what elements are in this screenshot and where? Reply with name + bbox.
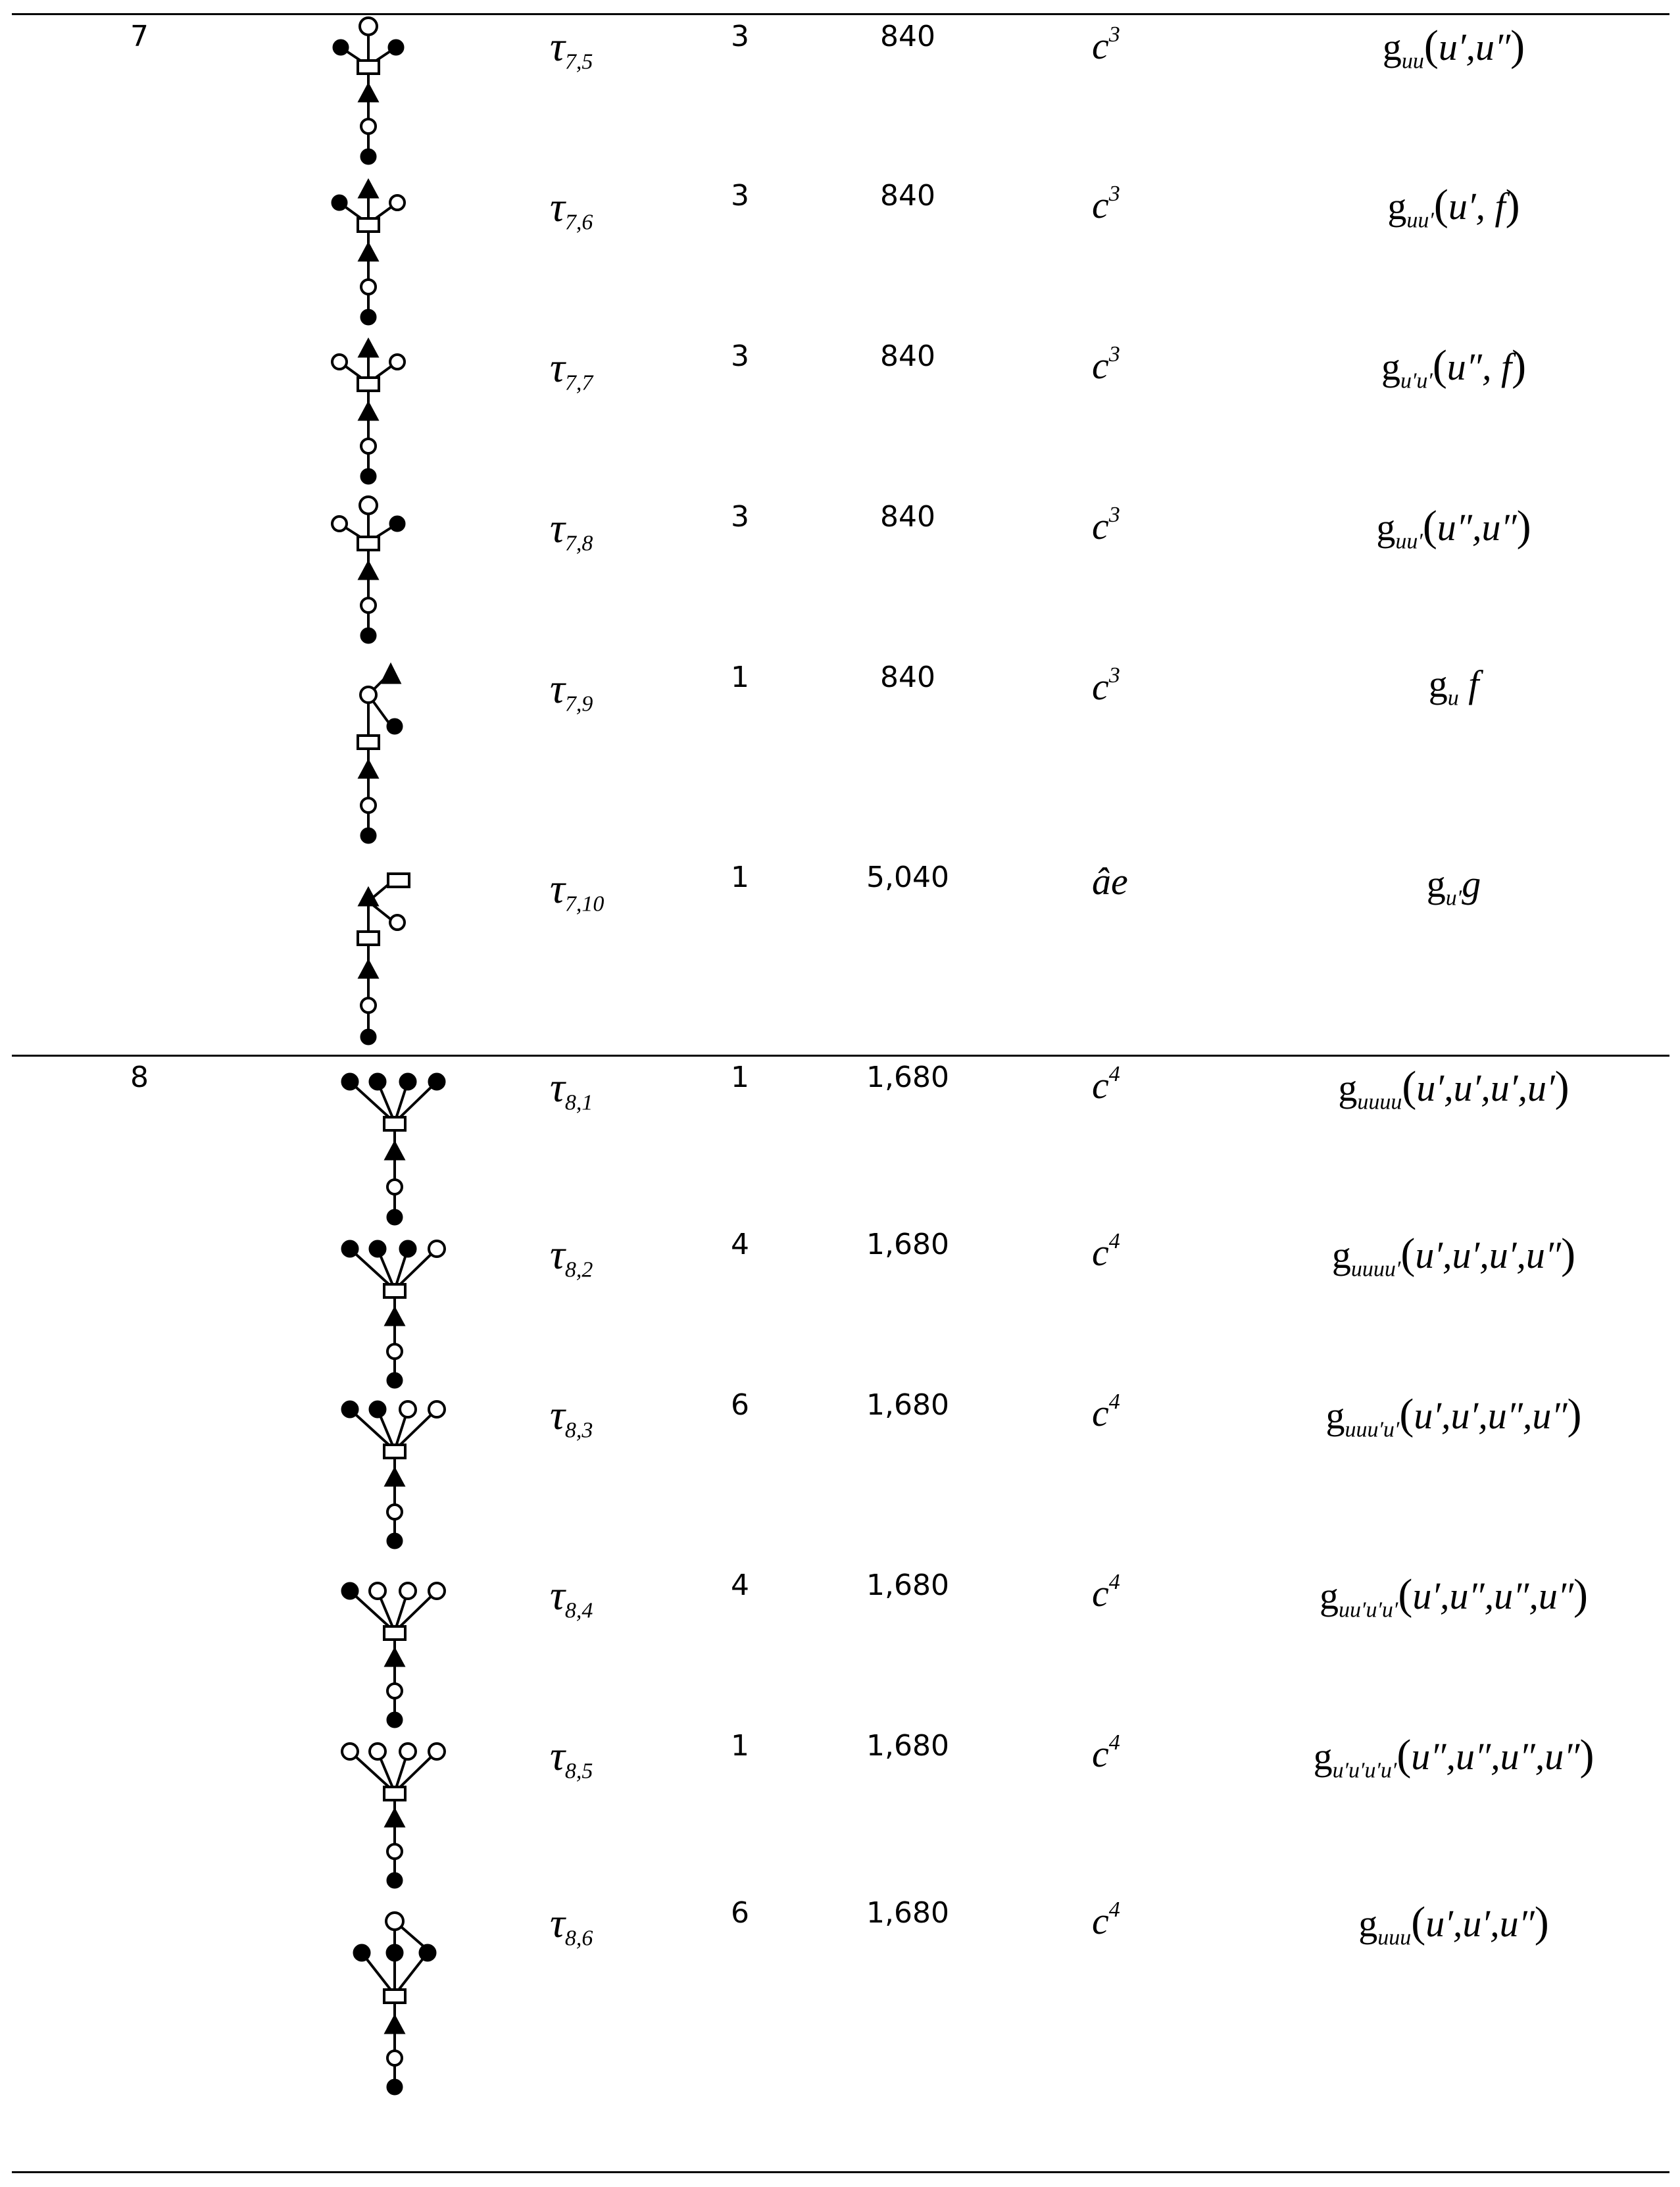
tree-label: $\tau_{8,3}$ bbox=[550, 1392, 593, 1443]
tree-label: $\tau_{8,1}$ bbox=[550, 1064, 593, 1115]
coefficient: $c^3$ bbox=[1092, 181, 1120, 226]
coefficient: $c^4$ bbox=[1092, 1389, 1120, 1434]
table-rule-bottom bbox=[12, 2171, 1669, 2173]
symmetry-value: 4 bbox=[731, 1569, 749, 1602]
coefficient: $c^4$ bbox=[1092, 1897, 1120, 1942]
table-rule-group-divider bbox=[12, 1055, 1669, 1057]
rooted-tree-diagram bbox=[316, 172, 421, 330]
symmetry-value: 1 bbox=[731, 1061, 749, 1094]
gamma-value: 1,680 bbox=[866, 1569, 949, 1602]
elementary-differential: $g_{uuuu'}(u',u',u',u'')$ bbox=[1331, 1230, 1576, 1282]
rooted-tree-diagram bbox=[322, 1905, 467, 2103]
tree-label: $\tau_{7,8}$ bbox=[550, 505, 593, 556]
coefficient: $c^3$ bbox=[1092, 502, 1120, 547]
rooted-tree-diagram bbox=[322, 1725, 467, 1896]
coefficient: $c^3$ bbox=[1092, 22, 1120, 67]
gamma-value: 1,680 bbox=[866, 1388, 949, 1422]
rooted-tree-diagram bbox=[322, 1224, 467, 1395]
gamma-value: 840 bbox=[880, 500, 935, 534]
gamma-value: 840 bbox=[880, 661, 935, 694]
symmetry-value: 4 bbox=[731, 1228, 749, 1261]
symmetry-value: 1 bbox=[731, 1729, 749, 1763]
rooted-tree-diagram bbox=[322, 1384, 467, 1555]
symmetry-value: 3 bbox=[731, 179, 749, 213]
rooted-tree-diagram bbox=[316, 13, 421, 171]
symmetry-value: 1 bbox=[731, 861, 749, 894]
tree-label: $\tau_{7,7}$ bbox=[550, 344, 593, 395]
elementary-differential: $g_{uu'u'u'}(u',u'',u'',u'')$ bbox=[1320, 1571, 1588, 1622]
rooted-tree-diagram bbox=[316, 491, 421, 649]
elementary-differential: $g_{uu}(u',u'')$ bbox=[1382, 22, 1525, 74]
gamma-value: 1,680 bbox=[866, 1228, 949, 1261]
tree-label: $\tau_{8,4}$ bbox=[550, 1572, 593, 1623]
order-label-8: 8 bbox=[130, 1061, 149, 1094]
gamma-value: 1,680 bbox=[866, 1729, 949, 1763]
coefficient: $c^3$ bbox=[1092, 663, 1120, 708]
elementary-differential: $g_{uuu}(u',u',u'')$ bbox=[1358, 1898, 1549, 1950]
tree-label: $\tau_{8,5}$ bbox=[550, 1732, 593, 1784]
elementary-differential: $g_u$ f bbox=[1428, 663, 1479, 711]
coefficient: âe bbox=[1092, 860, 1128, 903]
rooted-tree-diagram bbox=[316, 865, 434, 1049]
elementary-differential: $g_{uuuu}(u',u',u',u')$ bbox=[1338, 1063, 1569, 1115]
gamma-value: 1,680 bbox=[866, 1061, 949, 1094]
gamma-value: 840 bbox=[880, 20, 935, 53]
elementary-differential: $g_{u'u'u'u'}(u'',u'',u'',u'')$ bbox=[1313, 1731, 1594, 1783]
tree-label: $\tau_{7,9}$ bbox=[550, 665, 593, 716]
symmetry-value: 6 bbox=[731, 1388, 749, 1422]
tree-label: $\tau_{7,5}$ bbox=[550, 23, 593, 74]
elementary-differential: $g_{uu'}(u'',u'')$ bbox=[1376, 502, 1531, 554]
elementary-differential: $g_{u'}g$ bbox=[1426, 863, 1481, 911]
elementary-differential: $g_{uu'}(u'$, f) bbox=[1387, 181, 1520, 233]
gamma-value: 1,680 bbox=[866, 1896, 949, 1930]
coefficient: $c^4$ bbox=[1092, 1061, 1120, 1107]
elementary-differential: $g_{uuu'u'}(u',u',u'',u'')$ bbox=[1325, 1390, 1582, 1442]
order-label-7: 7 bbox=[130, 20, 149, 53]
rooted-tree-diagram bbox=[316, 658, 421, 849]
symmetry-value: 3 bbox=[731, 339, 749, 373]
coefficient: $c^4$ bbox=[1092, 1569, 1120, 1615]
tree-label: $\tau_{7,6}$ bbox=[550, 184, 593, 235]
rooted-tree-diagram bbox=[316, 332, 421, 490]
gamma-value: 5,040 bbox=[866, 861, 949, 894]
symmetry-value: 1 bbox=[731, 661, 749, 694]
rooted-tree-diagram bbox=[322, 1057, 467, 1228]
tree-label: $\tau_{8,6}$ bbox=[550, 1899, 593, 1951]
coefficient: $c^4$ bbox=[1092, 1228, 1120, 1274]
rooted-tree-diagram bbox=[322, 1565, 467, 1736]
coefficient: $c^4$ bbox=[1092, 1730, 1120, 1775]
symmetry-value: 3 bbox=[731, 20, 749, 53]
table-rule-top bbox=[12, 13, 1669, 15]
gamma-value: 840 bbox=[880, 339, 935, 373]
elementary-differential: $g_{u'u'}(u''$, f) bbox=[1381, 341, 1527, 393]
tree-label: $\tau_{8,2}$ bbox=[550, 1231, 593, 1282]
symmetry-value: 6 bbox=[731, 1896, 749, 1930]
tree-label: $\tau_{7,10}$ bbox=[550, 865, 605, 917]
symmetry-value: 3 bbox=[731, 500, 749, 534]
gamma-value: 840 bbox=[880, 179, 935, 213]
coefficient: $c^3$ bbox=[1092, 341, 1120, 387]
